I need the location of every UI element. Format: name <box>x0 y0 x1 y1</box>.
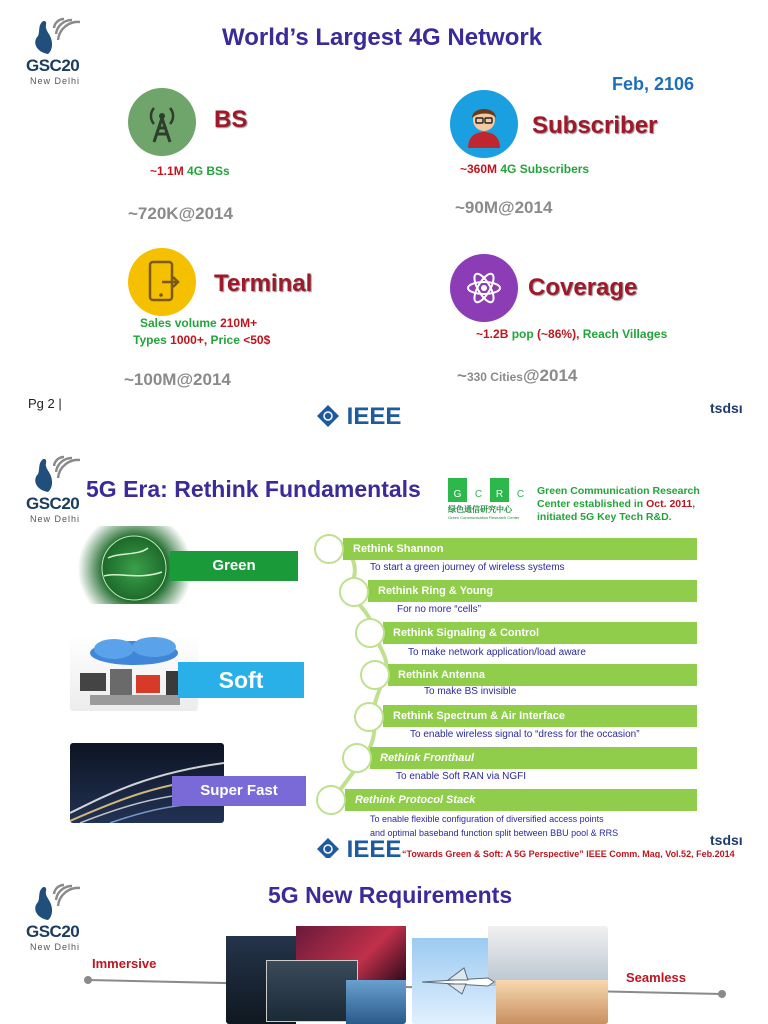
rethink-protocol-sub: To enable flexible configuration of diversified access points <box>370 814 604 824</box>
terminal-types-label: Types <box>133 333 167 347</box>
ieee-diamond-icon <box>316 404 340 428</box>
slide-2 <box>0 440 768 858</box>
gcrc-info-line3: initiated 5G Key Tech R&D. <box>537 511 672 523</box>
rethink-antenna-sub: To make BS invisible <box>424 686 517 697</box>
terminal-label: Terminal <box>214 270 313 297</box>
terminal-stat-line2 <box>133 333 270 347</box>
gcrc-logo <box>448 478 534 524</box>
slide1-title: World’s Largest 4G Network <box>222 24 543 51</box>
coverage-2014-tilde: ~ <box>457 366 467 385</box>
timeline-node <box>316 785 346 815</box>
gcrc-letters <box>448 478 534 502</box>
ieee-logo-text: IEEE <box>346 836 402 858</box>
subscriber-stat-value: ~360M <box>460 162 498 176</box>
rethink-ring-sub: For no more “cells” <box>397 604 481 615</box>
gcrc-info-established: Center established in <box>537 498 644 510</box>
gsc20-logo-subtext: New Delhi <box>30 942 81 952</box>
slide1-date: Feb, 2106 <box>612 74 695 94</box>
ieee-diamond-icon <box>316 837 340 858</box>
gsc20-logo-subtext: New Delhi <box>30 514 81 524</box>
gsc20-logo <box>26 14 88 86</box>
timeline-node <box>314 534 344 564</box>
rethink-signaling-sub: To make network application/load aware <box>408 647 586 658</box>
subscriber-stat-text: 4G Subscribers <box>500 162 590 176</box>
timeline-node <box>339 577 369 607</box>
terminal-price-label: Price <box>210 333 240 347</box>
gcrc-letter: R <box>490 478 509 502</box>
rethink-shannon-sub: To start a green journey of wireless systems <box>370 562 565 573</box>
tsdsi-logo: tsdsı <box>710 832 743 848</box>
gcrc-info <box>537 485 700 524</box>
terminal-phone-icon <box>128 248 196 316</box>
subscriber-avatar-icon <box>450 90 518 158</box>
bs-label: BS <box>214 106 248 133</box>
gcrc-chinese: 绿色通信研究中心 <box>448 505 512 514</box>
immersive-label: Immersive <box>92 956 157 971</box>
coverage-2014-cities: 330 Cities <box>466 370 523 384</box>
rethink-signaling-bar: Rethink Signaling & Control <box>383 622 697 644</box>
timeline-node <box>360 660 390 690</box>
gsc20-logo-text: GSC20 <box>26 56 80 75</box>
rethink-fronthaul-sub: To enable Soft RAN via NGFI <box>396 771 527 782</box>
tag-super-fast: Super Fast <box>172 776 306 806</box>
terminal-types-value: 1000+, <box>170 333 208 347</box>
slide-1 <box>0 0 768 430</box>
coverage-2014 <box>457 366 577 386</box>
coverage-atom-icon <box>450 254 518 322</box>
coverage-pop-value: ~1.2B <box>476 327 509 341</box>
bs-stat-text: 4G BSs <box>187 164 230 178</box>
gcrc-info-date: Oct. 2011 <box>646 498 693 510</box>
rethink-protocol-bar: Rethink Protocol Stack <box>345 789 697 811</box>
immersive-photo-collage <box>226 922 406 1024</box>
rethink-fronthaul-bar: Rethink Fronthaul <box>370 747 697 769</box>
slide2-title: 5G Era: Rethink Fundamentals <box>86 476 421 502</box>
gsc20-logo-text: GSC20 <box>26 922 80 941</box>
slide3-title: 5G New Requirements <box>268 882 513 908</box>
bs-stat-value: ~1.1M <box>150 164 184 178</box>
gsc20-logo-subtext: New Delhi <box>30 76 81 86</box>
terminal-stat-line1 <box>140 316 257 330</box>
timeline-node <box>354 702 384 732</box>
gsc20-logo <box>26 880 88 952</box>
rethink-ring-bar: Rethink Ring & Young <box>368 580 697 602</box>
subscriber-2014: ~90M@2014 <box>455 198 553 217</box>
gcrc-info-comma: , <box>692 498 696 510</box>
gcrc-letter: C <box>469 478 488 502</box>
gcrc-info-line1: Green Communication Research <box>537 485 700 497</box>
seamless-photo-collage <box>412 926 608 1024</box>
gcrc-letter: C <box>511 478 530 502</box>
coverage-villages: Reach Villages <box>582 327 668 341</box>
bs-tower-icon <box>128 88 196 156</box>
citation: “Towards Green & Soft: A 5G Perspective” IEEE Comm. Mag, Vol.52, Feb.2014 <box>402 849 735 858</box>
rethink-antenna-bar: Rethink Antenna <box>388 664 697 686</box>
ieee-logo <box>316 403 401 430</box>
terminal-2014: ~100M@2014 <box>124 370 231 389</box>
subscriber-label: Subscriber <box>532 112 658 139</box>
slide-3 <box>0 870 768 1024</box>
gcrc-info-line2 <box>537 498 700 511</box>
peacock-icon <box>26 452 86 496</box>
coverage-pop-label: pop <box>511 327 534 341</box>
terminal-price-value: <50$ <box>243 333 271 347</box>
coverage-2014-year: @2014 <box>522 366 578 385</box>
gcrc-english: Green Communication Research Center <box>448 515 520 520</box>
peacock-icon <box>26 14 86 58</box>
tag-soft: Soft <box>178 662 304 698</box>
peacock-icon <box>26 880 86 924</box>
bs-stat <box>150 164 230 178</box>
terminal-sales-value: 210M+ <box>220 316 258 330</box>
gsc20-logo-text: GSC20 <box>26 494 80 513</box>
gcrc-letter: G <box>448 478 467 502</box>
terminal-sales-label: Sales volume <box>140 316 217 330</box>
timeline-node <box>355 618 385 648</box>
rethink-shannon-bar: Rethink Shannon <box>343 538 697 560</box>
ieee-logo <box>316 836 401 858</box>
ieee-logo-text: IEEE <box>346 403 402 430</box>
timeline-node <box>342 743 372 773</box>
coverage-label: Coverage <box>528 274 638 301</box>
coverage-pop-percent: (~86%), <box>537 327 580 341</box>
gsc20-logo <box>26 452 88 524</box>
bs-2014: ~720K@2014 <box>128 204 233 223</box>
tsdsi-logo: tsdsı <box>710 400 743 416</box>
coverage-stat <box>476 327 667 341</box>
seamless-label: Seamless <box>626 970 686 985</box>
tag-green: Green <box>170 551 298 581</box>
rethink-spectrum-sub: To enable wireless signal to “dress for the occasion” <box>410 729 640 740</box>
rethink-protocol-sub2: and optimal baseband function split between BBU pool & RRS <box>370 828 619 838</box>
rethink-spectrum-bar: Rethink Spectrum & Air Interface <box>383 705 697 727</box>
page-number: Pg 2 | <box>28 396 62 411</box>
subscriber-stat <box>460 162 589 176</box>
